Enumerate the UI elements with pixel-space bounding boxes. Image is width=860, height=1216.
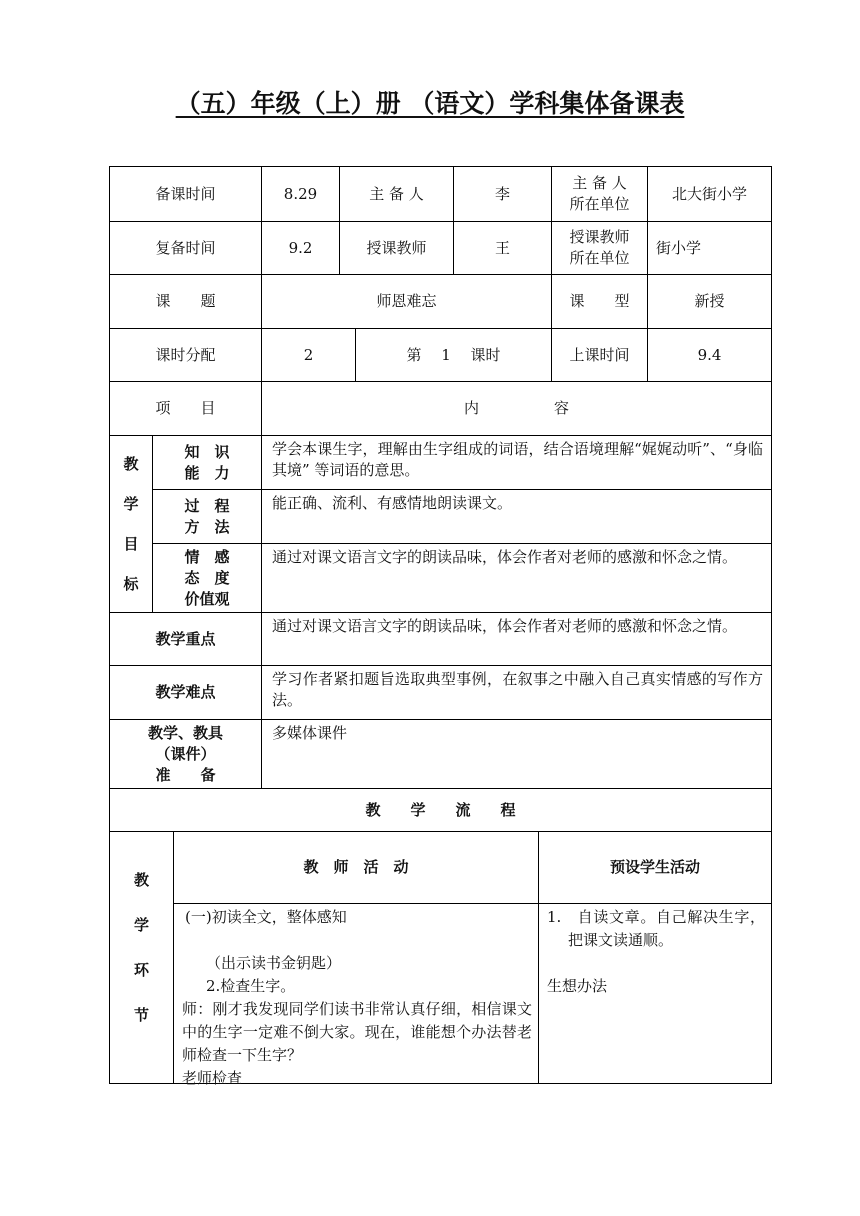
item-label: 项 目 xyxy=(155,399,216,417)
key-point-text: 通过对课文语言文字的朗读品味，体会作者对老师的感激和怀念之情。 xyxy=(272,617,738,635)
period-current: 第 1 课时 xyxy=(406,345,501,364)
teacher-unit-value: 街小学 xyxy=(656,238,702,257)
teacher-activity-line xyxy=(182,929,532,952)
period-label: 课时分配 xyxy=(155,345,216,364)
emotion-label: 情 感 态 度 价值观 xyxy=(184,547,230,608)
teacher-activity-line: 师：刚才我发现同学们读书非常认真仔细，相信课文中的生字一定难不倒大家。现在，谁能想个办法替老师检查一下生字？ xyxy=(182,1000,532,1064)
student-activity-line xyxy=(547,952,765,975)
main-preparer-label: 主 备 人 xyxy=(369,184,424,203)
teacher-unit-label: 授课教师 所在单位 xyxy=(569,228,630,267)
teacher-label: 授课教师 xyxy=(366,238,427,257)
prep-time-value: 8.29 xyxy=(283,184,318,203)
objectives-label: 教 学 目 标 xyxy=(123,455,139,593)
key-point-label: 教学重点 xyxy=(155,629,216,648)
page-title: （五）年级（上）册 （语文）学科集体备课表 xyxy=(175,89,685,118)
teacher-activity-line: （出示读书金钥匙） xyxy=(206,954,342,972)
stage-label: 教 学 环 节 xyxy=(133,870,149,1024)
student-activity-header: 预设学生活动 xyxy=(609,858,700,876)
review-time-label: 复备时间 xyxy=(155,238,216,257)
difficulty-text: 学习作者紧扣题旨选取典型事例，在叙事之中融入自己真实情感的写作方法。 xyxy=(272,670,763,709)
content-label: 内 容 xyxy=(463,399,569,417)
teacher-activity-line: 老师检查 xyxy=(182,1069,243,1087)
class-time-label: 上课时间 xyxy=(569,345,630,364)
topic-label: 课 题 xyxy=(155,292,216,310)
process-text: 能正确、流利、有感情地朗读课文。 xyxy=(272,494,513,512)
student-activity-line: 1. 自读文章。自己解决生字，把课文读通顺。 xyxy=(547,908,765,949)
type-value: 新授 xyxy=(694,292,725,310)
teacher-activity-header: 教 师 活 动 xyxy=(303,858,409,876)
main-unit-label: 主 备 人 所在单位 xyxy=(569,174,630,213)
teacher-activity-line: (一)初读全文，整体感知 xyxy=(185,908,347,926)
emotion-text: 通过对课文语言文字的朗读品味，体会作者对老师的感激和怀念之情。 xyxy=(272,548,738,566)
knowledge-text: 学会本课生字，理解由生字组成的词语，结合语境理解“娓娓动听”、“身临其境” 等词语的意思。 xyxy=(272,440,763,479)
teacher-activity-content xyxy=(174,904,538,1087)
teacher-activity-line: 2.检查生字。 xyxy=(206,977,296,995)
teacher-value: 王 xyxy=(494,238,510,257)
main-preparer-value: 李 xyxy=(494,184,510,203)
tools-text: 多媒体课件 xyxy=(272,724,348,742)
flow-label: 教 学 流 程 xyxy=(365,800,516,819)
main-unit-value: 北大街小学 xyxy=(671,184,747,203)
review-time-value: 9.2 xyxy=(288,238,313,257)
class-time-value: 9.4 xyxy=(697,345,722,364)
difficulty-label: 教学难点 xyxy=(155,683,216,701)
student-activity-line: 生想办法 xyxy=(547,977,608,995)
period-total: 2 xyxy=(303,345,314,364)
type-label: 课 型 xyxy=(569,292,630,310)
knowledge-label: 知 识 能 力 xyxy=(184,442,230,482)
tools-label: 教学、教具 （课件） 准 备 xyxy=(147,723,223,784)
prep-time-label: 备课时间 xyxy=(155,184,216,203)
topic-value: 师恩难忘 xyxy=(376,292,437,310)
process-label: 过 程 方 法 xyxy=(184,496,230,536)
student-activity-content xyxy=(539,904,771,1083)
